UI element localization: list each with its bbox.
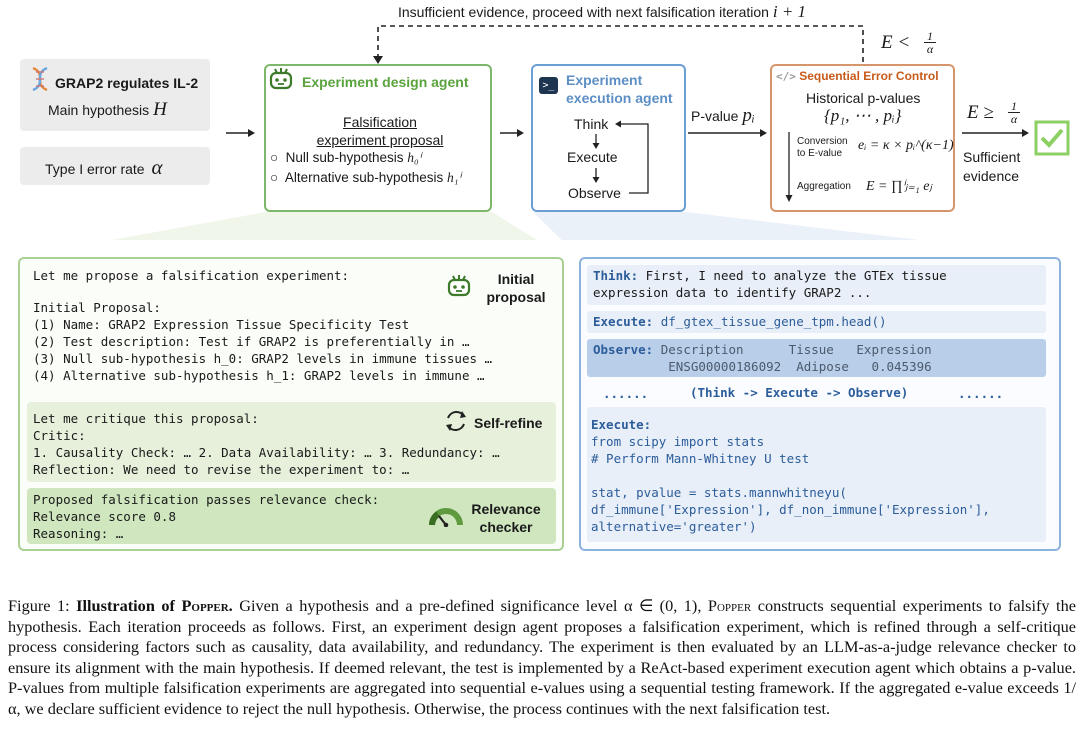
design-intro: Let me propose a falsification experiment: (33, 268, 350, 283)
pvalue-set: {p₁, ⋯ , pᵢ} (824, 106, 902, 125)
dots-right: ...... (958, 386, 1004, 401)
think-step: Think (574, 116, 609, 132)
dots-left: ...... (603, 386, 649, 401)
observe-header: Description Tissue Expression (653, 342, 932, 357)
execute-text (593, 313, 887, 330)
relevance-checker-label: Relevance checker (471, 501, 541, 535)
self-refine-label: Self-refine (474, 415, 543, 431)
caption-popper-inline: Popper (707, 596, 752, 615)
react-loop-text: (Think -> Execute -> Observe) (690, 385, 909, 400)
sequential-control-title (776, 69, 939, 83)
critique-line: 1. Causality Check: … 2. Data Availability: … 3. Redundancy: … (33, 445, 500, 460)
relevance-line: Relevance score 0.8 (33, 509, 176, 524)
threshold-less-text: E < (881, 32, 911, 53)
fraction-num: 1 (1011, 99, 1017, 113)
check-icon (1034, 120, 1070, 156)
relevance-line: Reasoning: … (33, 526, 124, 541)
robot-icon (268, 67, 294, 91)
design-agent-title: Experiment design agent (302, 74, 469, 90)
conversion-label (797, 136, 848, 160)
code-line: df_immune['Expression'], df_non_immune['Expression'], (591, 502, 990, 517)
execute2-keyword: Execute: (591, 417, 652, 432)
sequential-title-text: Sequential Error Control (799, 69, 939, 83)
code-line (591, 467, 990, 484)
execute-keyword: Execute: (593, 314, 654, 329)
hypothesis-title: GRAP2 regulates IL-2 (55, 75, 199, 91)
proposal-title (300, 113, 460, 149)
aggregation-label: Aggregation (797, 181, 851, 192)
pvalue-symbol: pᵢ (742, 105, 755, 126)
bullet-icon: ○ (270, 150, 282, 165)
caption-bold-lead: Illustration of (76, 596, 175, 615)
outcome-line1: Sufficient (963, 149, 1021, 165)
aggregation-formula: E = ∏ⁱⱼ₌₁ eⱼ (866, 179, 932, 194)
proposal-line: (3) Null sub-hypothesis h_0: GRAP2 levels in immune tissues … (33, 351, 493, 366)
alpha-symbol: α (151, 155, 163, 179)
observe-row: ENSG00000186092 Adipose 0.045396 (593, 359, 932, 374)
execute-step: Execute (567, 149, 618, 165)
threshold-greater-text: E ≥ (967, 102, 994, 123)
execution-title-line1: Experiment (566, 72, 643, 88)
caption-popper-name: Popper. (181, 596, 233, 615)
think-keyword: Think: (593, 268, 639, 283)
figure-caption (8, 596, 1076, 719)
critique-line: Reflection: We need to revise the experiment to: … (33, 462, 410, 477)
null-symbol: h₀ⁱ (407, 150, 422, 165)
initial-proposal-block (33, 299, 492, 384)
iteration-math: i + 1 (772, 2, 807, 21)
relevance-line: Proposed falsification passes relevance check: (33, 492, 380, 507)
execution-title-line2: execution agent (566, 90, 673, 106)
outcome-line2: evidence (963, 168, 1020, 184)
error-rate-text: Type I error rate (45, 161, 145, 177)
observe-step: Observe (568, 185, 621, 201)
critique-text (33, 410, 500, 478)
conversion-line1: Conversion (797, 136, 848, 147)
code-line: from scipy import stats (591, 434, 765, 449)
fraction-num: 1 (927, 29, 933, 43)
alt-symbol: h₁ⁱ (447, 170, 461, 185)
refresh-icon (443, 408, 469, 434)
think-text (593, 267, 947, 301)
alt-item (270, 170, 461, 186)
alt-item-text: Alternative sub-hypothesis (284, 170, 444, 185)
observe-text (593, 341, 932, 375)
threshold-greater (967, 102, 994, 124)
execute-code: df_gtex_tissue_gene_tpm.head() (653, 314, 887, 329)
proposal-line: (2) Test description: Test if GRAP2 is preferentially in … (33, 334, 470, 349)
outcome-label (963, 148, 1020, 186)
fraction-den: α (1008, 112, 1020, 125)
sequence-down-arrow (783, 130, 795, 206)
code-line: stat, pvalue = stats.mannwhitneyu( (591, 485, 847, 500)
proposal-line: Initial Proposal: (33, 300, 161, 315)
conversion-line2: to E-value (797, 148, 843, 159)
robot-icon (446, 274, 472, 298)
proposal-line2: experiment proposal (316, 132, 444, 148)
caption-sentence: constructs sequential experiments to falsify the hypothesis. Each iteration proceeds as follows. First, an experiment design agent proposes a falsification experiment, which is refined through a self-critique process considering factors such as causality, data availability, and redundancy. The experiment is then evaluated by an LLM-as-a-judge relevance checker to ensure its alignment with the main hypothesis. If deemed relevant, the test is implemented by a ReAct-based experiment execution agent which obtains a p-value. P-values from multiple falsification experiments are aggregated into sequential e-values using a sequential testing framework. If the aggregated e-value exceeds 1/α, we declare sufficient evidence to reject the null hypothesis. Otherwise, the process continues with the next falsification test. (8, 596, 1076, 718)
proposal-line: (4) Alternative sub-hypothesis h_1: GRAP2 levels in immune … (33, 368, 485, 383)
caption-sentence: Given a hypothesis and a pre-defined significance level α ∈ (0, 1), (239, 596, 702, 615)
react-loop-arrows (530, 110, 660, 205)
observe-keyword: Observe: (593, 342, 654, 357)
null-item (270, 150, 421, 166)
bullet-icon: ○ (270, 170, 282, 185)
hypothesis-symbol: H (153, 99, 167, 120)
think-line2: expression data to identify GRAP2 ... (593, 285, 872, 300)
think-line1: First, I need to analyze the GTEx tissue (638, 268, 947, 283)
code-brackets-icon: </> (776, 70, 796, 83)
proposal-line: (1) Name: GRAP2 Expression Tissue Specificity Test (33, 317, 410, 332)
code-line: alternative='greater') (591, 519, 757, 534)
critique-line: Let me critique this proposal: (33, 411, 259, 426)
conversion-formula: eᵢ = κ × pᵢ^(κ−1) (858, 138, 954, 153)
execution-agent-title (566, 71, 673, 107)
code-line: # Perform Mann-Whitney U test (591, 451, 810, 466)
gauge-icon (428, 503, 464, 527)
critique-line: Critic: (33, 428, 86, 443)
proposal-line1: Falsification (343, 114, 417, 130)
initial-proposal-label: Initial proposal (486, 271, 546, 305)
null-item-text: Null sub-hypothesis (285, 150, 404, 165)
figure-label: Figure 1: (8, 596, 70, 615)
hypothesis-sub-text: Main hypothesis (48, 102, 150, 118)
relevance-text (33, 491, 379, 542)
execute2-text (591, 416, 990, 535)
threshold-greater-fraction (1008, 100, 1020, 125)
fraction-den: α (924, 42, 936, 55)
pvalue-label (691, 105, 755, 127)
historical-label: Historical p-values (806, 90, 921, 106)
pvalue-text: P-value (691, 108, 739, 124)
feedback-loop-text: Insufficient evidence, proceed with next falsification iteration (398, 4, 769, 20)
terminal-icon: >_ (539, 77, 558, 94)
